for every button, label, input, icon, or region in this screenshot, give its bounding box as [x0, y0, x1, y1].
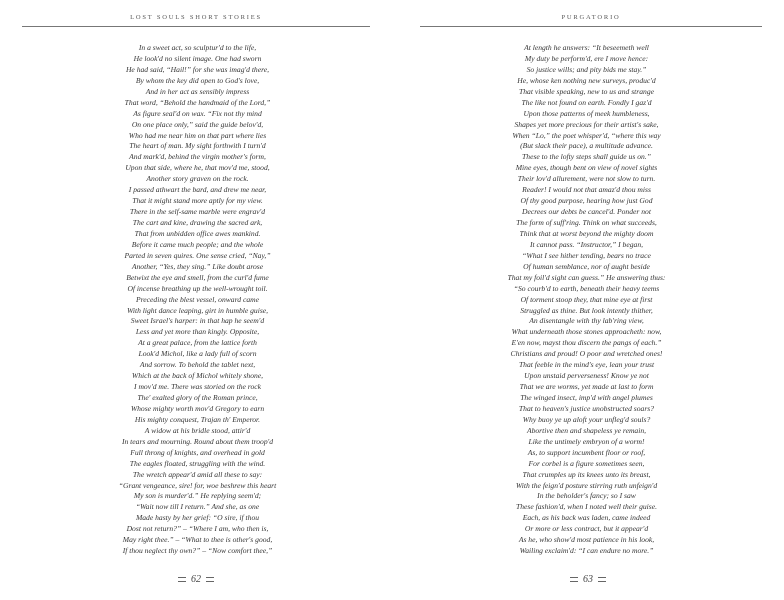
- verse-line: Who had me near him on that part where lies: [128, 130, 267, 140]
- verse-line: Of incense breathing up the well-wrought toil.: [127, 283, 268, 293]
- verse-line: Shapes yet more precious for their artist's sake,: [514, 119, 659, 129]
- verse-line: In tears and mourning. Round about them troop'd: [121, 436, 274, 446]
- verse-line: So justice wills; and pity bids me stay.”: [526, 64, 647, 74]
- verse-line: Before it came much people; and the whole: [131, 239, 264, 249]
- verse-line: And sorrow. To behold the tablet next,: [139, 360, 256, 370]
- verse-line: That from unbidden office awes mankind.: [134, 228, 261, 238]
- verse-block: [414, 43, 759, 557]
- verse-line: My son is murder'd.” He replying seem'd;: [133, 491, 262, 501]
- verse-line: That to heaven's justice unobstructed soars?: [518, 403, 655, 413]
- verse-line: With the feign'd posture stirring ruth unfeign'd: [515, 480, 658, 490]
- verse-line: That it might stand more aptly for my view.: [132, 196, 263, 206]
- verse-line: Upon that side, where he, that mov'd me, stood,: [125, 163, 270, 173]
- header-rule: [22, 26, 370, 27]
- verse-line: Betwixt the eye and smell, from the curl'd fume: [126, 272, 269, 282]
- verse-line: The like not found on earth. Fondly I gaz'd: [521, 97, 652, 107]
- verse-block: [40, 43, 355, 557]
- verse-line: “What I see hither tending, bears no trace: [522, 250, 651, 260]
- verse-line: Upon unstaid perverseness! Know ye not: [524, 371, 649, 381]
- verse-line: At length he answers: “It beseemeth well: [524, 43, 649, 52]
- verse-line: That we are worms, yet made at last to form: [519, 382, 654, 392]
- verse-line: The cart and kine, drawing the sacred ark,: [132, 218, 263, 227]
- ornament-icon: [598, 577, 606, 582]
- verse-line: Mine eyes, though bent on view of novel sights: [515, 163, 658, 173]
- verse-line: Another story graven on the rock.: [146, 174, 249, 184]
- verse-line: Of thy good purpose, hearing how just God: [520, 196, 653, 206]
- verse-line: Their lov'd allurement, were not slow to turn.: [517, 174, 656, 184]
- verse-line: Each, as his back was laden, came indeed: [522, 513, 651, 523]
- verse-line: Why buoy ye up aloft your unfleg'd souls?: [522, 414, 651, 424]
- ornament-icon: [206, 577, 214, 582]
- verse-line: In a sweet act, so sculptur'd to the life,: [138, 43, 257, 52]
- verse-line: What underneath those stones approacheth: now,: [511, 327, 662, 337]
- verse-line: That crumples up its knees unto its breast,: [522, 469, 651, 479]
- right-page: [392, 0, 784, 600]
- verse-line: His mighty conquest, Trajan th' Emperor.: [134, 414, 261, 424]
- header-rule: [420, 26, 762, 27]
- verse-line: Of human semblance, nor of aught beside: [523, 261, 650, 271]
- verse-line: Full throng of knights, and overhead in gold: [130, 447, 265, 457]
- verse-line: Reader! I would not that amaz'd thou miss: [522, 185, 651, 195]
- verse-line: If thou neglect thy own?” – “Now comfort thee,”: [122, 546, 273, 556]
- verse-line: An disentangle with thy lab'ring view,: [529, 316, 644, 326]
- verse-line: As he, who show'd most patience in his look,: [518, 535, 655, 545]
- verse-line: “So courb'd to earth, beneath their heavy teems: [513, 283, 660, 293]
- verse-line: Wailing exclaim'd: “I can endure no more.”: [519, 546, 654, 556]
- verse-line: That feeble in the mind's eye, lean your trust: [518, 360, 655, 370]
- verse-line: Parted in seven quires. One sense cried, “Nay,”: [124, 250, 271, 260]
- verse-line: Like the untimely embryon of a worm!: [528, 436, 645, 446]
- running-header: PURGATORIO: [561, 14, 621, 21]
- verse-line: Upon those patterns of meek humbleness,: [523, 108, 650, 118]
- verse-line: These fashion'd, when I noted well their guise.: [515, 502, 658, 512]
- verse-line: As figure seal'd on wax. “Fix not thy mind: [133, 108, 262, 118]
- verse-line: Decrees our debts be cancel'd. Ponder not: [522, 207, 651, 217]
- verse-line: These to the lofty steps shall guide us on.”: [522, 152, 651, 162]
- verse-line: That my foil'd sight can guess.” He answering thus:: [507, 272, 666, 282]
- verse-line: Of torment stoop they, that mine eye at first: [520, 294, 653, 304]
- verse-line: A widow at his bridle stood, attir'd: [144, 425, 251, 435]
- verse-line: Made hasty by her grief: “O sire, if thou: [135, 513, 260, 523]
- verse-line: And mark'd, behind the virgin mother's form,: [129, 152, 266, 162]
- verse-line: The winged insect, imp'd with angel plumes: [520, 393, 653, 402]
- verse-line: In the beholder's fancy; so I saw: [537, 491, 636, 501]
- verse-line: Less and yet more than kingly. Opposite,: [135, 327, 260, 337]
- verse-line: And in her act as sensibly impress: [145, 86, 250, 96]
- verse-line: E'en now, mayst thou discern the pangs of each.”: [511, 338, 662, 348]
- ornament-icon: [178, 577, 186, 582]
- verse-line: Which at the back of Michol whitely shone,: [131, 371, 264, 381]
- verse-line: He, whose ken nothing new surveys, produc'd: [517, 75, 656, 85]
- verse-line: Christians and proud! O poor and wretched ones!: [510, 349, 663, 359]
- verse-line: At a great palace, from the lattice forth: [138, 338, 257, 348]
- verse-line: That visible speaking, new to us and strange: [519, 86, 654, 96]
- verse-line: “Grant vengeance, sire! for, woe beshrew this heart: [118, 480, 277, 490]
- page-number: 63: [583, 574, 593, 585]
- verse-line: Think that at worst beyond the mighty doom: [519, 228, 654, 238]
- verse-line: The wretch appear'd amid all these to say:: [132, 469, 263, 479]
- page-number-footer: [0, 574, 392, 585]
- ornament-icon: [570, 577, 578, 582]
- verse-line: He had said, “Hail!” for she was imag'd there,: [125, 64, 270, 74]
- verse-line: “Wait now till I return.” And she, as one: [135, 502, 260, 512]
- verse-line: Preceding the blest vessel, onward came: [135, 294, 259, 304]
- verse-line: I mov'd me. There was storied on the rock: [134, 382, 261, 392]
- verse-line: The eagles floated, struggling with the wind.: [129, 458, 266, 468]
- verse-line: May right thee.” – “What to thee is other's good,: [122, 535, 273, 545]
- page-number-footer: [392, 574, 784, 585]
- verse-line: Sweet Israel's harper: in that hap he seem'd: [130, 316, 265, 326]
- verse-line: When “Lo,” the poet whisper'd, “where this way: [512, 130, 661, 140]
- verse-line: He look'd no silent image. One had sworn: [133, 53, 262, 63]
- verse-line: (But slack their pace), a multitude advance.: [520, 141, 653, 151]
- verse-line: There in the self-same marble were engrav'd: [129, 207, 266, 217]
- verse-line: Whose mighty worth mov'd Gregory to earn: [130, 403, 265, 413]
- verse-line: For corbel is a figure sometimes seen,: [528, 458, 645, 468]
- verse-line: I passed athwart the bard, and drew me near,: [128, 185, 267, 195]
- verse-line: Dost not return?” – “Where I am, who then is,: [126, 524, 269, 534]
- verse-line: It cannot pass. “Instructor,” I began,: [529, 239, 644, 249]
- verse-line: The' exalted glory of the Roman prince,: [137, 393, 258, 402]
- verse-line: Abortive then and shapeless ye remain,: [526, 425, 647, 435]
- verse-line: Look'd Michol, like a lady full of scorn: [138, 349, 257, 359]
- verse-line: My duty be perform'd, ere I move hence:: [524, 53, 649, 63]
- verse-line: That word, “Behold the handmaid of the Lord,”: [124, 97, 271, 107]
- verse-line: Another, “Yes, they sing.” Like doubt arose: [131, 261, 264, 271]
- verse-line: The heart of man. My sight forthwith I turn'd: [129, 141, 266, 151]
- page-number: 62: [191, 574, 201, 585]
- verse-line: By whom the key did open to God's love,: [135, 75, 260, 85]
- verse-line: Or more or less contract, but it appear'd: [524, 524, 649, 534]
- verse-line: As, to support incumbent floor or roof,: [527, 447, 646, 457]
- verse-line: On one place only,” said the guide belov'd,: [131, 119, 264, 129]
- verse-line: With light dance leaping, girt in humble guise,: [126, 305, 269, 315]
- running-header: LOST SOULS SHORT STORIES: [130, 14, 262, 21]
- verse-line: The form of suff'ring. Think on what succeeds,: [516, 218, 657, 227]
- verse-line: Struggled as thine. But look intently thither,: [520, 305, 653, 315]
